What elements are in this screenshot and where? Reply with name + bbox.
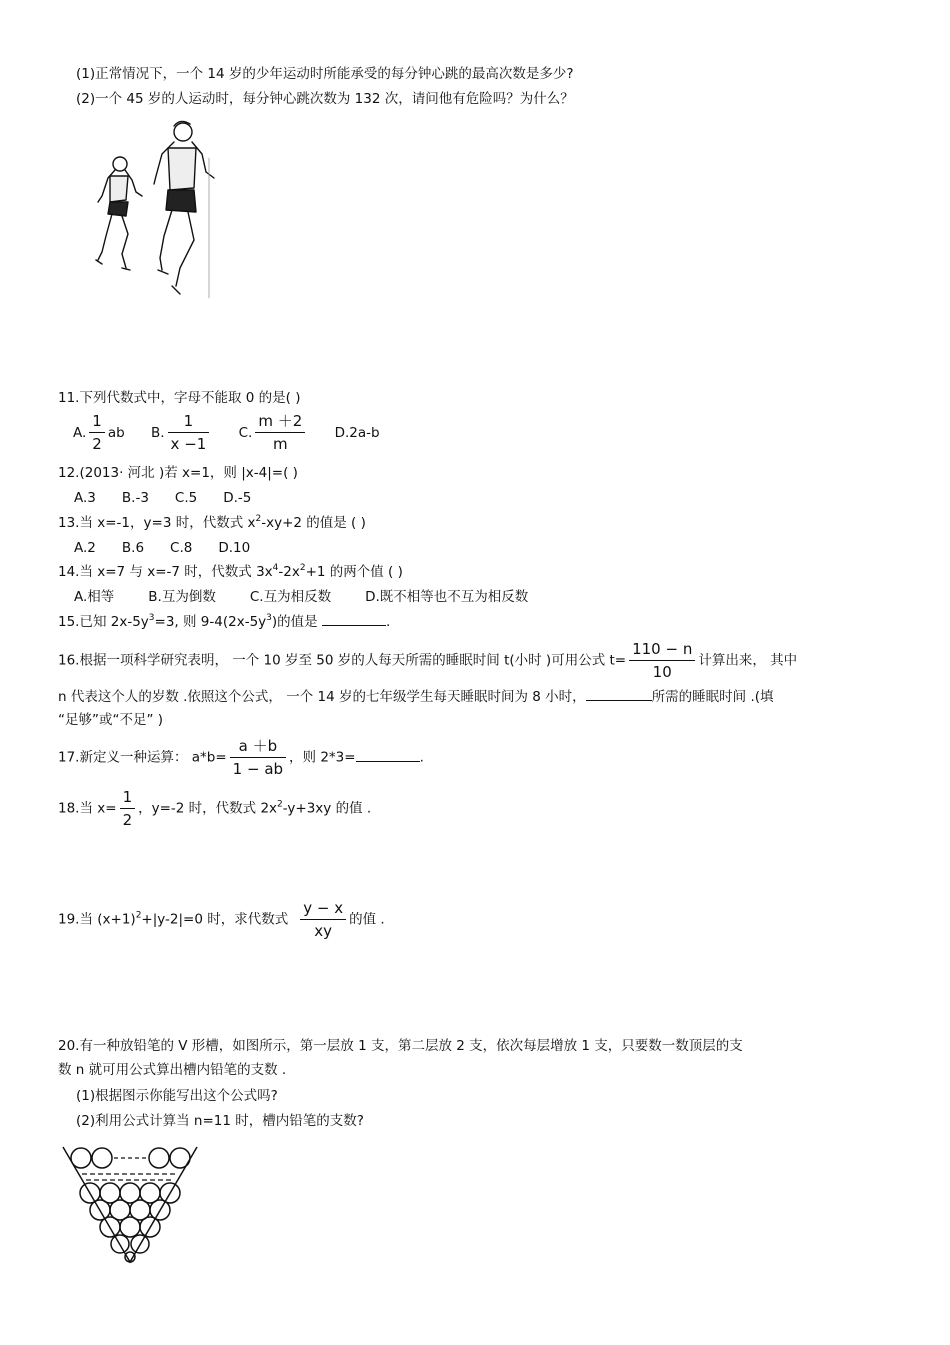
q11-option-a-den: 2 bbox=[92, 435, 102, 453]
q18-stem-b: ，y=-2 时，代数式 2x bbox=[138, 800, 278, 817]
q16-line1-a: 16.根据一项科学研究表明， 一个 10 岁至 50 岁的人每天所需的睡眠时间 t(小时 )可用公式 t= bbox=[58, 652, 627, 669]
q14-stem-b: -2x bbox=[278, 564, 300, 580]
q15-exponent-1: 3 bbox=[148, 613, 155, 623]
q18-stem bbox=[58, 786, 371, 831]
q16-line2-a: n 代表这个人的岁数 .依照这个公式， 一个 14 岁的七年级学生每天睡眠时间为 8 小时， bbox=[58, 689, 586, 705]
q17-den: 1 − ab bbox=[232, 760, 284, 778]
q19-stem-c: 的值 . bbox=[349, 911, 385, 928]
q16-line3: “足够”或“不足” ) bbox=[58, 712, 164, 728]
q12-stem: 12.(2013· 河北 )若 x=1，则 |x-4|=( ) bbox=[58, 465, 298, 481]
q14-option-c: C.互为相反数 bbox=[249, 589, 332, 605]
q19-stem-a: 19.当 (x+1) bbox=[58, 911, 136, 928]
q20-sub1: (1)根据图示你能写出这个公式吗? bbox=[76, 1088, 278, 1104]
q11-option-a-tail: ab bbox=[107, 424, 125, 441]
q13-stem-b: -xy+2 的值是 ( ) bbox=[261, 515, 366, 531]
q11-option-a bbox=[73, 412, 129, 453]
q17-stem-a: 17.新定义一种运算： a*b= bbox=[58, 749, 227, 766]
q12-option-b: B.-3 bbox=[121, 490, 149, 506]
q16-line2-b: 所需的睡眠时间 .(填 bbox=[651, 689, 774, 705]
q19-den: xy bbox=[314, 922, 333, 940]
q15-stem-c: )的值是 bbox=[271, 614, 318, 630]
q14-exponent-1: 4 bbox=[272, 563, 279, 573]
q14-stem-c: +1 的两个值 ( ) bbox=[305, 564, 403, 580]
q15-stem bbox=[58, 613, 390, 631]
q11-option-b-fraction bbox=[168, 410, 210, 455]
q11-option-d: D.2a-b bbox=[334, 424, 380, 441]
q19-exponent: 2 bbox=[135, 910, 142, 921]
q18-fraction bbox=[120, 786, 136, 831]
q12-options bbox=[74, 490, 277, 507]
q15-exponent-2: 3 bbox=[266, 613, 272, 623]
q19-fraction bbox=[300, 897, 346, 942]
q11-option-b-num: 1 bbox=[168, 410, 210, 433]
q10-sub2: (2)一个 45 岁的人运动时，每分钟心跳次数为 132 次，请问他有危险吗？为什么？ bbox=[76, 91, 574, 107]
q17-end: . bbox=[419, 749, 424, 766]
q18-den: 2 bbox=[122, 811, 133, 829]
q13-option-c: C.8 bbox=[170, 540, 193, 556]
q12-option-d: D.-5 bbox=[223, 490, 252, 506]
q19-num: y − x bbox=[300, 897, 346, 920]
q11-option-b-label: B. bbox=[150, 424, 165, 441]
q16-line1-b: 计算出来， 其中 bbox=[698, 652, 798, 669]
q14-stem bbox=[58, 564, 403, 581]
q16-line2 bbox=[58, 688, 774, 706]
runners-illustration bbox=[88, 118, 223, 303]
q16-formula-den: 10 bbox=[652, 663, 672, 681]
q11-option-c bbox=[238, 412, 313, 453]
q15-stem-b: =3, 则 9-4(2x-5y bbox=[154, 614, 267, 630]
q11-option-c-fraction bbox=[255, 410, 305, 455]
q18-num: 1 bbox=[120, 786, 136, 809]
q13-exponent: 2 bbox=[255, 514, 262, 524]
q20-sub2: (2)利用公式计算当 n=11 时，槽内铅笔的支数? bbox=[76, 1113, 364, 1129]
q13-stem bbox=[58, 515, 366, 532]
q11-option-c-label: C. bbox=[238, 424, 253, 441]
q15-stem-a: 15.已知 2x-5y bbox=[58, 614, 149, 630]
q11-option-c-den: m bbox=[272, 435, 288, 453]
q14-option-d: D.既不相等也不互为相反数 bbox=[365, 589, 529, 605]
q12-option-c: C.5 bbox=[174, 490, 198, 506]
v-trough-outline bbox=[63, 1147, 197, 1262]
q14-exponent-2: 2 bbox=[299, 563, 306, 573]
q16-line1 bbox=[58, 638, 797, 683]
q20-line1: 20.有一种放铅笔的 V 形槽，如图所示，第一层放 1 支，第二层放 2 支，依次每层增放 1 支，只要数一数顶层的支 bbox=[58, 1038, 743, 1054]
q14-options bbox=[74, 589, 528, 606]
q14-stem-a: 14.当 x=7 与 x=-7 时，代数式 3x bbox=[58, 564, 273, 580]
q11-option-a-num: 1 bbox=[89, 410, 105, 433]
q17-answer-blank[interactable] bbox=[356, 749, 420, 762]
q10-sub1: (1)正常情况下，一个 14 岁的少年运动时所能承受的每分钟心跳的最高次数是多少? bbox=[76, 66, 574, 82]
q11-stem: 11.下列代数式中，字母不能取 0 的是( ) bbox=[58, 390, 301, 406]
q14-option-a: A.相等 bbox=[74, 589, 115, 605]
v-trough-diagram bbox=[60, 1145, 200, 1265]
q13-option-d: D.10 bbox=[218, 540, 251, 556]
q11-option-a-label: A. bbox=[73, 424, 87, 441]
q16-formula-fraction bbox=[629, 638, 695, 683]
q15-end: . bbox=[385, 614, 391, 630]
q11-option-a-fraction bbox=[89, 410, 105, 455]
q11-option-b bbox=[150, 412, 217, 453]
q15-answer-blank[interactable] bbox=[322, 613, 386, 626]
q13-option-b: B.6 bbox=[121, 540, 145, 556]
q12-option-a: A.3 bbox=[74, 490, 96, 506]
q20-line2: 数 n 就可用公式算出槽内铅笔的支数 . bbox=[58, 1062, 287, 1078]
q16-formula-num: 110 − n bbox=[629, 638, 695, 661]
q17-num: a ＋b bbox=[230, 735, 286, 758]
q13-options bbox=[74, 540, 276, 557]
q13-stem-a: 13.当 x=-1，y=3 时，代数式 x bbox=[58, 515, 256, 531]
q18-stem-a: 18.当 x= bbox=[58, 800, 117, 817]
q14-option-b: B.互为倒数 bbox=[148, 589, 216, 605]
q18-stem-c: -y+3xy 的值 . bbox=[282, 800, 372, 817]
q11-option-c-num: m ＋2 bbox=[255, 410, 305, 433]
q13-option-a: A.2 bbox=[74, 540, 96, 556]
q17-stem bbox=[58, 735, 424, 780]
q17-fraction bbox=[230, 735, 286, 780]
q16-answer-blank[interactable] bbox=[586, 688, 652, 701]
q11-option-b-den: x −1 bbox=[170, 435, 207, 453]
q17-stem-b: ，则 2*3= bbox=[289, 749, 356, 766]
q19-stem bbox=[58, 897, 385, 942]
q18-exponent: 2 bbox=[277, 799, 283, 810]
q19-stem-b: +|y-2|=0 时，求代数式 bbox=[141, 911, 289, 928]
q11-options bbox=[73, 410, 380, 455]
